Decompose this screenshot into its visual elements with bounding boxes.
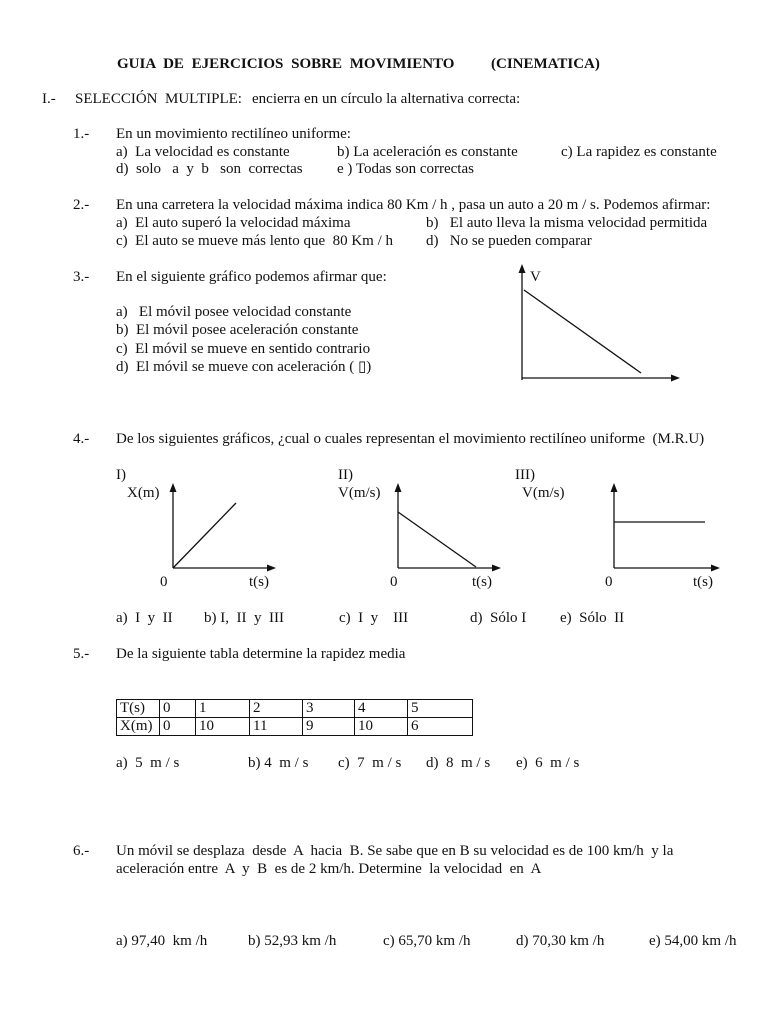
q5-option-e: e) 6 m / s: [516, 755, 580, 771]
q3-number: 3.-: [73, 269, 90, 285]
q5-option-a: a) 5 m / s: [116, 755, 180, 771]
page-subtitle: (CINEMATICA): [491, 56, 600, 72]
q5-text: De la siguiente tabla determine la rapidez media: [116, 646, 406, 662]
table-cell: 5: [408, 700, 473, 718]
q2-option-d: d) No se pueden comparar: [426, 233, 592, 249]
q4-graph-2-y-axis-arrow: [395, 483, 402, 492]
q4-graph-1-x-axis-arrow: [267, 565, 276, 572]
q4-graph-3-origin: 0: [605, 574, 613, 590]
q4-graph-1-origin: 0: [160, 574, 168, 590]
section-instruction: encierra en un círculo la alternativa correcta:: [252, 91, 521, 107]
q4-graph-3-y-label: V(m/s): [522, 485, 565, 501]
q1-text: En un movimiento rectilíneo uniforme:: [116, 126, 351, 142]
q1-option-e: e ) Todas son correctas: [337, 161, 474, 177]
q6-option-c: c) 65,70 km /h: [383, 933, 471, 949]
table-row-time: [117, 700, 473, 718]
q6-option-a: a) 97,40 km /h: [116, 933, 208, 949]
q3-text: En el siguiente gráfico podemos afirmar que:: [116, 269, 387, 285]
q6-number: 6.-: [73, 843, 90, 859]
table-cell: 2: [250, 700, 303, 718]
q4-graph-2: [395, 483, 502, 572]
q4-graph-2-x-axis-arrow: [492, 565, 501, 572]
q4-option-a: a) I y II: [116, 610, 173, 626]
q1-number: 1.-: [73, 126, 90, 142]
q4-graph-2-y-label: V(m/s): [338, 485, 381, 501]
q1-option-a: a) La velocidad es constante: [116, 144, 290, 160]
q5-option-b: b) 4 m / s: [248, 755, 309, 771]
table-cell: 0: [160, 700, 196, 718]
q4-graph-3: [611, 483, 721, 572]
q3-graph: [519, 264, 681, 382]
q5-option-c: c) 7 m / s: [338, 755, 402, 771]
q3-graph-y-axis-arrow: [519, 264, 526, 273]
q4-graph-1-y-axis-arrow: [170, 483, 177, 492]
q4-graph-3-y-axis-arrow: [611, 483, 618, 492]
q3-graph-line: [524, 290, 641, 373]
q2-text: En una carretera la velocidad máxima indica 80 Km / h , pasa un auto a 20 m / s. Podemos afirmar:: [116, 197, 711, 213]
q3-option-b: b) El móvil posee aceleración constante: [116, 322, 359, 338]
q4-graph-1-y-label: X(m): [127, 485, 160, 501]
q6-text-line-2: aceleración entre A y B es de 2 km/h. Determine la velocidad en A: [116, 861, 542, 877]
table-row-label: X(m): [117, 718, 160, 736]
q5-data-table: [116, 699, 473, 736]
q4-option-e: e) Sólo II: [560, 610, 625, 626]
q4-option-c: c) I y III: [339, 610, 409, 626]
q4-option-b: b) I, II y III: [204, 610, 284, 626]
q2-number: 2.-: [73, 197, 90, 213]
table-cell: 4: [355, 700, 408, 718]
table-cell: 9: [303, 718, 355, 736]
q1-option-b: b) La aceleración es constante: [337, 144, 518, 160]
q4-graph-2-label: II): [338, 467, 353, 483]
q6-option-b: b) 52,93 km /h: [248, 933, 337, 949]
q4-graph-2-line: [398, 512, 476, 567]
q1-option-c: c) La rapidez es constante: [561, 144, 717, 160]
q3-option-a: a) El móvil posee velocidad constante: [116, 304, 352, 320]
page-title: GUIA DE EJERCICIOS SOBRE MOVIMIENTO: [117, 56, 455, 72]
table-row-label: T(s): [117, 700, 160, 718]
table-cell: 6: [408, 718, 473, 736]
q3-graph-x-axis-arrow: [671, 375, 680, 382]
q4-graph-2-origin: 0: [390, 574, 398, 590]
table-cell: 10: [355, 718, 408, 736]
q2-option-a: a) El auto superó la velocidad máxima: [116, 215, 351, 231]
q4-graph-3-label: III): [515, 467, 535, 483]
q4-graph-2-x-label: t(s): [472, 574, 492, 590]
q4-graph-1-label: I): [116, 467, 126, 483]
q4-graph-1-line: [173, 503, 236, 568]
table-cell: 1: [196, 700, 250, 718]
q1-option-d: d) solo a y b son correctas: [116, 161, 303, 177]
q6-option-e: e) 54,00 km /h: [649, 933, 737, 949]
q3-option-c: c) El móvil se mueve en sentido contrario: [116, 341, 371, 357]
section-number: I.-: [42, 91, 56, 107]
q4-number: 4.-: [73, 431, 90, 447]
table-cell: 10: [196, 718, 250, 736]
q5-number: 5.-: [73, 646, 90, 662]
q4-text: De los siguientes gráficos, ¿cual o cuales representan el movimiento rectilíneo uniforme (M.R.U): [116, 431, 705, 447]
q3-graph-y-label: V: [530, 269, 541, 285]
q4-graph-1-x-label: t(s): [249, 574, 269, 590]
q6-option-d: d) 70,30 km /h: [516, 933, 605, 949]
table-cell: 3: [303, 700, 355, 718]
table-cell: 0: [160, 718, 196, 736]
q5-option-d: d) 8 m / s: [426, 755, 491, 771]
q2-option-b: b) El auto lleva la misma velocidad permitida: [426, 215, 708, 231]
q3-option-d: d) El móvil se mueve con aceleración ( ▯): [116, 359, 372, 375]
q4-graph-3-x-label: t(s): [693, 574, 713, 590]
table-row-position: [117, 718, 473, 736]
section-heading: SELECCIÓN MULTIPLE:: [75, 91, 242, 107]
q4-graph-3-x-axis-arrow: [711, 565, 720, 572]
q4-graph-1: [170, 483, 277, 572]
q4-option-d: d) Sólo I: [470, 610, 527, 626]
q6-text-line-1: Un móvil se desplaza desde A hacia B. Se sabe que en B su velocidad es de 100 km/h y la: [116, 843, 674, 859]
q2-option-c: c) El auto se mueve más lento que 80 Km / h: [116, 233, 394, 249]
table-cell: 11: [250, 718, 303, 736]
